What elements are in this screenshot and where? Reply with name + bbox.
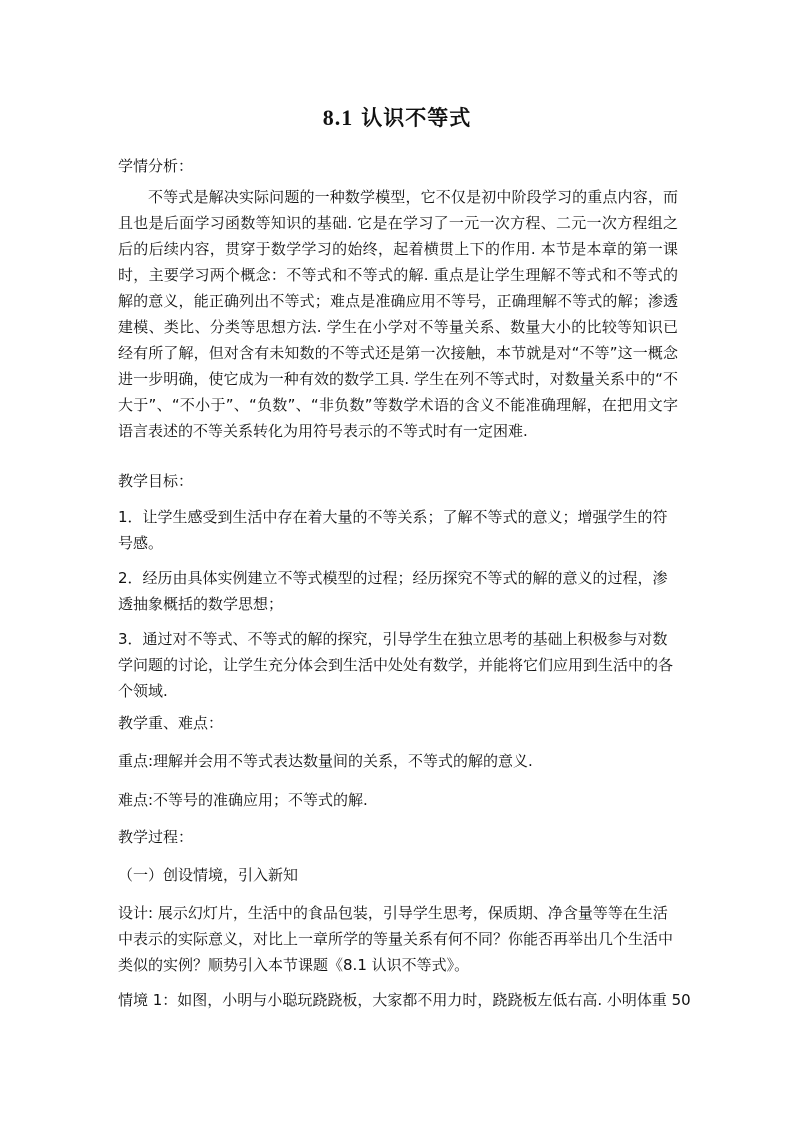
key-difficulty-heading: 教学重、难点： xyxy=(118,714,224,732)
goal-item-2: 2．经历由具体实例建立不等式模型的过程；经历探究不等式的解的意义的过程，渗透抽象概括的数学思想； xyxy=(118,569,668,613)
analysis-heading: 学情分析： xyxy=(118,157,194,175)
section-number: 8.1 xyxy=(322,105,354,130)
goal-item-1: 1．让学生感受到生活中存在着大量的不等关系；了解不等式的意义；增强学生的符号感。 xyxy=(118,508,668,552)
analysis-paragraph: 不等式是解决实际问题的一种数学模型，它不仅是初中阶段学习的重点内容，而且也是后面学习函数等知识的基础. 它是在学习了一元一次方程、二元一次方程组之后的后续内容，贯穿于数学学习的始终，起着横贯上下的作用. 本节是本章的第一课时，主要学习两个概念：不等式和不等式的解. 重点是让学生理解不等式和不等式的解的意义，能正确列出不等式；难点是准确应用不等号，正确理解不等式的解；渗透建模、类比、分类等思想方法. 学生在小学对不等量关系、数量大小的比较等知识已经有所了解，但对含有未知数的不等式还是第一次接触，本节就是对“不等”这一概念进一步明确，使它成为一种有效的数学工具. 学生在列不等式时，对数量关系中的“不大于”、“不小于”、“负数”、“非负数”等数学术语的含义不能准确理解，在把用文字语言表述的不等关系转化为用符号表示的不等式时有一定困难. xyxy=(118,188,678,440)
page-title xyxy=(0,102,794,132)
step-1-heading: （一）创设情境，引入新知 xyxy=(118,866,299,884)
title-text: 认识不等式 xyxy=(361,106,472,130)
difficulty-point: 难点:不等号的准确应用；不等式的解. xyxy=(118,791,368,809)
goals-heading: 教学目标： xyxy=(118,472,194,490)
key-point: 重点:理解并会用不等式表达数量间的关系，不等式的解的意义. xyxy=(118,752,533,770)
design-paragraph: 设计: 展示幻灯片，生活中的食品包装，引导学生思考，保质期、净含量等等在生活中表示的实际意义，对比上一章所学的等量关系有何不同？你能否再举出几个生活中类似的实例？顺势引入本节课题《8.1 认识不等式》。 xyxy=(118,904,674,974)
situation-1-paragraph: 情境 1：如图，小明与小聪玩跷跷板，大家都不用力时，跷跷板左低右高. 小明体重 50 xyxy=(118,991,691,1009)
goal-item-3: 3．通过对不等式、不等式的解的探究，引导学生在独立思考的基础上积极参与对数学问题的讨论，让学生充分体会到生活中处处有数学，并能将它们应用到生活中的各个领域. xyxy=(118,630,674,700)
process-heading: 教学过程： xyxy=(118,828,194,846)
